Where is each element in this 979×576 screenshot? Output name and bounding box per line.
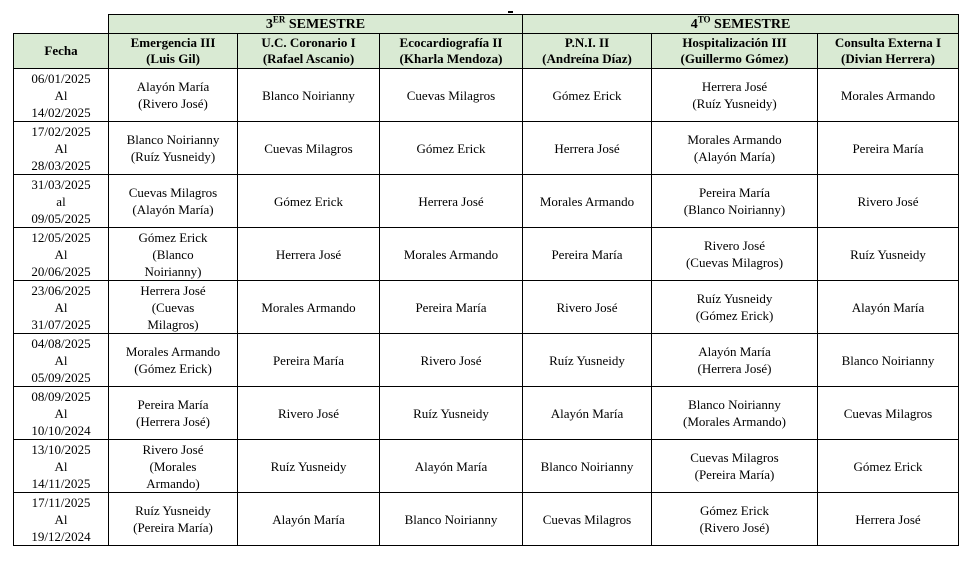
student-name: Morales Armando [125,344,221,359]
date-line: Al [54,87,68,103]
assignment-cell [523,281,652,334]
date-line: 31/07/2025 [31,316,91,332]
assignment-cell [380,440,523,493]
table-row [14,281,959,334]
assignment-cell [238,493,380,546]
student-name: Herrera José [275,246,342,262]
column-header-rotation [238,34,380,69]
student-name-secondary: (Alayón María) [693,149,776,164]
date-range-cell [14,334,109,387]
date-line: 04/08/2025 [31,335,91,351]
table-row [14,387,959,440]
column-instructor: (Rafael Ascanio) [262,51,355,66]
student-name-secondary: (Blanco [152,246,194,262]
date-line: Al [54,511,68,527]
student-name: Blanco Noirianny [126,132,220,147]
column-title: Ecocardiografía II [399,35,503,50]
assignment-cell [109,122,238,175]
date-line: 09/05/2025 [31,210,91,226]
student-name: Pereira María [698,185,771,200]
date-line: 17/11/2025 [31,494,91,510]
student-name: Pereira María [852,140,924,156]
column-instructor: (Luis Gil) [146,51,200,66]
assignment-cell [523,122,652,175]
column-header-fecha [14,34,109,69]
student-name: Cuevas Milagros [128,185,218,200]
column-header-rotation [380,34,523,69]
assignment-cell [380,69,523,122]
table-row [14,493,959,546]
assignment-cell [818,281,959,334]
student-name: Morales Armando [261,299,356,315]
student-name: Gómez Erick [274,193,343,209]
student-name-secondary: (Herrera José) [136,414,210,429]
student-name: Rivero José [142,441,204,457]
column-title: Emergencia III [130,35,216,50]
column-header-rotation [818,34,959,69]
student-name: Cuevas Milagros [690,450,779,465]
student-name: Ruíz Yusneidy [270,458,347,474]
date-line: 08/09/2025 [31,388,91,404]
student-name-secondary: (Rivero José) [138,96,208,111]
assignment-cell [523,228,652,281]
assignment-cell [380,281,523,334]
table-row [14,175,959,228]
student-name: Cuevas Milagros [843,405,933,421]
date-range-cell [14,493,109,546]
assignment-cell [109,334,238,387]
student-name-secondary: (Ruíz Yusneidy) [130,149,216,164]
assignment-cell [238,334,380,387]
table-row [14,69,959,122]
student-name-secondary: (Blanco Noirianny) [683,202,786,217]
date-line: 31/03/2025 [31,176,91,192]
student-name: Herrera José [855,511,921,527]
student-name-secondary: (Gómez Erick) [695,308,774,323]
assignment-cell [380,228,523,281]
table-row [14,228,959,281]
date-line: 12/05/2025 [31,229,91,245]
assignment-cell [380,175,523,228]
table-row [14,334,959,387]
assignment-cell [238,387,380,440]
semester-header-row [14,15,959,34]
student-name-secondary: (Ruíz Yusneidy) [692,96,777,111]
assignment-cell [238,440,380,493]
student-name: Cuevas Milagros [406,87,496,103]
student-name-secondary: (Rivero José) [699,520,770,535]
rotation-schedule-table [13,14,959,546]
date-line: 17/02/2025 [31,123,91,139]
date-line: 13/10/2025 [31,441,91,457]
assignment-cell [380,334,523,387]
date-range-cell [14,175,109,228]
student-name: Ruíz Yusneidy [696,291,773,306]
assignment-cell [652,493,818,546]
date-line: 10/10/2024 [31,422,91,438]
student-name: Pereira María [551,246,623,262]
student-name-secondary: Noirianny) [144,263,202,279]
assignment-cell [652,281,818,334]
student-name: Alayón María [851,299,925,315]
column-title: Consulta Externa I [834,35,942,50]
student-name-secondary: (Pereira María) [133,520,213,535]
semester-3-header [109,15,523,34]
student-name: Gómez Erick [552,87,622,103]
student-name: Gómez Erick [138,229,208,245]
column-title: Hospitalización III [682,35,787,50]
assignment-cell [238,122,380,175]
student-name: Ruíz Yusneidy [549,352,625,368]
table-row [14,440,959,493]
date-range-cell [14,440,109,493]
date-line: 19/12/2024 [31,528,91,544]
assignment-cell [380,387,523,440]
assignment-cell [818,122,959,175]
student-name: Morales Armando [840,87,936,103]
assignment-cell [818,175,959,228]
date-line: 14/11/2025 [31,475,91,491]
column-title: U.C. Coronario I [261,35,356,50]
date-line: Al [54,246,68,262]
student-name: Blanco Noirianny [688,397,781,412]
assignment-cell [380,122,523,175]
semester-4-header [523,15,959,34]
stray-mark [508,11,513,13]
column-instructor: (Divian Herrera) [841,51,935,66]
assignment-cell [652,175,818,228]
date-range-cell [14,69,109,122]
empty-corner [14,15,109,34]
date-line: 06/01/2025 [31,70,91,86]
assignment-cell [652,387,818,440]
assignment-cell [109,440,238,493]
assignment-cell [109,387,238,440]
student-name-secondary: (Cuevas [151,299,195,315]
student-name: Blanco Noirianny [841,352,935,368]
student-name: Ruíz Yusneidy [850,246,926,262]
student-name: Pereira María [272,352,345,368]
date-range-cell [14,387,109,440]
assignment-cell [238,228,380,281]
student-name: Rivero José [556,299,618,315]
student-name: Alayón María [272,511,345,527]
date-line: 28/03/2025 [31,157,91,173]
column-header-row [14,34,959,69]
assignment-cell [652,228,818,281]
student-name: Blanco Noirianny [540,458,634,474]
date-line: Al [54,352,68,368]
student-name: Herrera José [554,140,620,156]
date-line: 23/06/2025 [31,282,91,298]
date-line: 05/09/2025 [31,369,91,385]
assignment-cell [109,493,238,546]
schedule-body [14,69,959,546]
date-line: Al [54,140,68,156]
date-line: 14/02/2025 [31,104,91,120]
column-instructor: (Guillermo Gómez) [680,51,789,66]
assignment-cell [818,334,959,387]
student-name: Morales Armando [539,193,635,209]
assignment-cell [818,440,959,493]
assignment-cell [523,175,652,228]
student-name: Alayón María [698,344,771,359]
column-title: Fecha [44,43,78,58]
student-name: Pereira María [137,397,209,412]
date-line: Al [54,405,68,421]
student-name: Alayón María [136,79,210,94]
student-name: Gómez Erick [853,458,923,474]
assignment-cell [109,281,238,334]
semester-3-label: SEMESTRE [285,16,366,32]
assignment-cell [109,228,238,281]
semester-4-label: SEMESTRE [710,16,791,32]
semester-3-suffix: ER [272,14,286,24]
assignment-cell [523,69,652,122]
student-name: Alayón María [414,458,488,474]
assignment-cell [652,122,818,175]
student-name: Herrera José [418,193,484,209]
column-header-rotation [523,34,652,69]
assignment-cell [380,493,523,546]
column-instructor: (Kharla Mendoza) [399,51,503,66]
student-name-secondary: (Alayón María) [132,202,214,217]
table-row [14,122,959,175]
assignment-cell [818,387,959,440]
assignment-cell [818,69,959,122]
student-name: Pereira María [415,299,487,315]
student-name: Gómez Erick [700,503,769,518]
student-name-secondary: (Gómez Erick) [134,361,212,376]
date-line: al [56,193,66,209]
column-header-rotation [109,34,238,69]
column-instructor: (Andreína Díaz) [542,51,632,66]
assignment-cell [652,334,818,387]
student-name: Morales Armando [403,246,499,262]
student-name-secondary: Milagros) [147,316,199,332]
student-name: Cuevas Milagros [542,511,632,527]
assignment-cell [523,387,652,440]
date-line: Al [54,458,68,474]
student-name: Ruíz Yusneidy [135,503,211,518]
date-range-cell [14,281,109,334]
semester-4-number: 4 [690,16,698,32]
student-name-secondary: (Pereira María) [694,467,775,482]
student-name: Cuevas Milagros [264,140,353,156]
student-name: Rivero José [857,193,919,209]
student-name: Blanco Noirianny [404,511,498,527]
assignment-cell [523,440,652,493]
assignment-cell [818,228,959,281]
date-range-cell [14,122,109,175]
assignment-cell [238,281,380,334]
date-line: 20/06/2025 [31,263,91,279]
assignment-cell [818,493,959,546]
assignment-cell [523,493,652,546]
student-name: Herrera José [140,282,206,298]
semester-3-number: 3 [265,16,273,32]
date-range-cell [14,228,109,281]
student-name: Rivero José [420,352,482,368]
assignment-cell [238,69,380,122]
assignment-cell [523,334,652,387]
student-name-secondary: (Morales [149,458,197,474]
student-name: Rivero José [277,405,340,421]
student-name-secondary: Armando) [146,475,200,491]
student-name: Alayón María [550,405,624,421]
assignment-cell [652,69,818,122]
student-name: Herrera José [701,79,768,94]
assignment-cell [109,69,238,122]
assignment-cell [652,440,818,493]
date-line: Al [54,299,68,315]
student-name-secondary: (Morales Armando) [683,414,786,429]
student-name: Rivero José [703,238,766,253]
student-name: Blanco Noirianny [262,87,355,103]
student-name-secondary: (Herrera José) [697,361,772,376]
assignment-cell [238,175,380,228]
assignment-cell [109,175,238,228]
student-name: Gómez Erick [416,140,486,156]
student-name: Morales Armando [687,132,782,147]
semester-4-suffix: TO [697,14,711,24]
student-name: Ruíz Yusneidy [413,405,489,421]
column-title: P.N.I. II [564,35,610,50]
column-header-rotation [652,34,818,69]
student-name-secondary: (Cuevas Milagros) [685,255,784,270]
